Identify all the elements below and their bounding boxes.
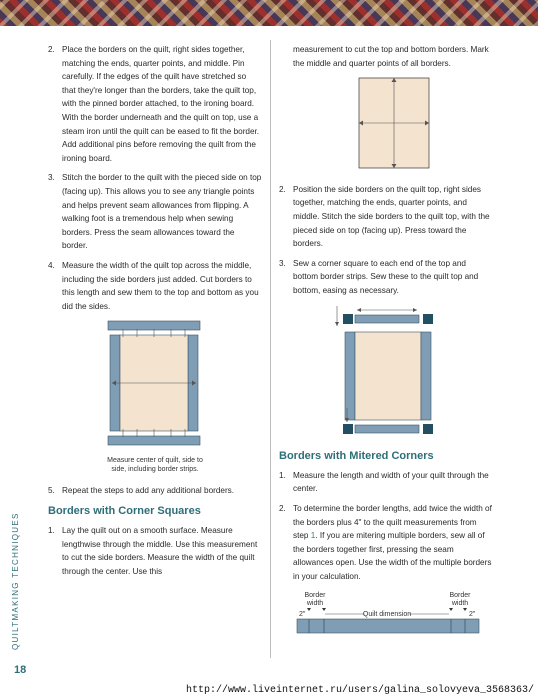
- step-number: 2.: [279, 503, 286, 513]
- heading-corner-squares: Borders with Corner Squares: [48, 505, 201, 518]
- quilt-dimension-label: Quilt dimension: [362, 611, 412, 619]
- section-side-label: [10, 500, 22, 650]
- step-3: [48, 171, 262, 253]
- mitered-border-figure: [279, 589, 493, 650]
- left-column: [48, 43, 262, 584]
- mitered-step-1: [279, 469, 493, 496]
- step-number: 2.: [48, 45, 55, 54]
- column-divider: [270, 40, 271, 658]
- allowance-label-right: 2": [469, 611, 476, 619]
- border-width-label-right: [449, 592, 471, 607]
- source-url[interactable]: http://www.liveinternet.ru/users/galina_solovyeva_3568363/: [185, 685, 534, 696]
- step-number: 5.: [48, 485, 55, 495]
- border-width-label-left: [304, 592, 326, 607]
- step-text: Place the borders on the quilt, right sides together, matching the ends, quarter points, and middle. Pin carefully. If the edges of the quilt have stretched so that they're longer than the borders, take the quilt top, with the pinned border attached, to the ironing board. With the border underneath and the quilt on top, use a steam iron until the quilt can be eased to fit the border. Add additional pins before removing the quilt from the ironing board.: [62, 45, 260, 163]
- corner-squares-diagram: [279, 304, 493, 438]
- quilt-banner: [0, 0, 538, 26]
- quarter-points-figure: [279, 76, 493, 177]
- page-number: 18: [14, 664, 27, 676]
- step-text: [293, 502, 493, 584]
- step-2: [48, 43, 262, 165]
- right-step-2: [279, 183, 493, 251]
- width-word-right: width: [451, 600, 469, 608]
- corner-squares-figure: [279, 304, 493, 443]
- right-column: [279, 43, 493, 650]
- step-number: 2.: [279, 184, 286, 194]
- step-5: [48, 484, 262, 498]
- figure-caption: Measure center of quilt, side to side, including border strips.: [107, 456, 203, 473]
- measure-width-figure: [48, 319, 262, 474]
- quarter-points-diagram: [279, 76, 493, 172]
- right-step-3: [279, 257, 493, 298]
- step-text: Sew a corner square to each end of the top and bottom border strips. Sew these to the quilt top and bottom, easing as necessary.: [293, 258, 479, 295]
- width-word-left: width: [306, 600, 324, 608]
- step-number: 3.: [48, 173, 55, 183]
- step-text: Repeat the steps to add any additional borders.: [62, 485, 235, 495]
- allowance-label-left: 2": [299, 611, 306, 619]
- step-number: 4.: [48, 260, 55, 270]
- mitered-border-diagram: [279, 589, 493, 645]
- step-number: 3.: [279, 258, 286, 268]
- measure-width-diagram: [48, 319, 262, 447]
- step-text-before: To determine the border lengths, add twice the width of the borders plus 4" to the quilt measurements from step: [293, 503, 492, 541]
- border-word-right: Border: [449, 592, 471, 600]
- continued-text: measurement to cut the top and bottom borders. Mark the middle and quarter points of all borders.: [293, 45, 489, 68]
- step-number: 1.: [48, 526, 55, 536]
- heading-mitered-corners: Borders with Mitered Corners: [279, 450, 434, 463]
- step-reference-link[interactable]: 1: [310, 531, 316, 541]
- border-word-left: Border: [304, 592, 326, 600]
- step-text: Measure the width of the quilt top across the middle, including the side borders just added. Cut borders to this length and sew them to the top and bottom as you did the sides.: [62, 260, 259, 311]
- step-text: Stitch the border to the quilt with the pieced side on top (facing up). This allows you to see any triangle points and helps prevent seam allowances from flipping. A walking foot is a tremendous help when sewing borders. Press the seam allowances toward the border.: [62, 173, 262, 251]
- corner-step-1: [48, 524, 262, 578]
- step-text: Measure the length and width of your quilt through the center.: [293, 470, 489, 494]
- step-text: Lay the quilt out on a smooth surface. Measure lengthwise through the middle. Use this measurement to cut the side borders. Measure the width of the quilt through the center. Use this: [62, 526, 258, 576]
- step-4: [48, 259, 262, 313]
- mitered-step-2: [279, 502, 493, 584]
- side-label-text: QUILTMAKING TECHNIQUES: [11, 512, 20, 650]
- step-number: 1.: [279, 470, 286, 480]
- step-text-after: . If you are mitering multiple borders, sew all of the borders together first, pressing the seam allowances open. Use the width of the multiple borders in your calculation.: [293, 531, 492, 581]
- step-text: Position the side borders on the quilt top, right sides together, matching the ends, quarter points, and middle. Stitch the side borders to the quilt top, with the pieced side on top (facing up). Press toward the borders.: [293, 184, 490, 249]
